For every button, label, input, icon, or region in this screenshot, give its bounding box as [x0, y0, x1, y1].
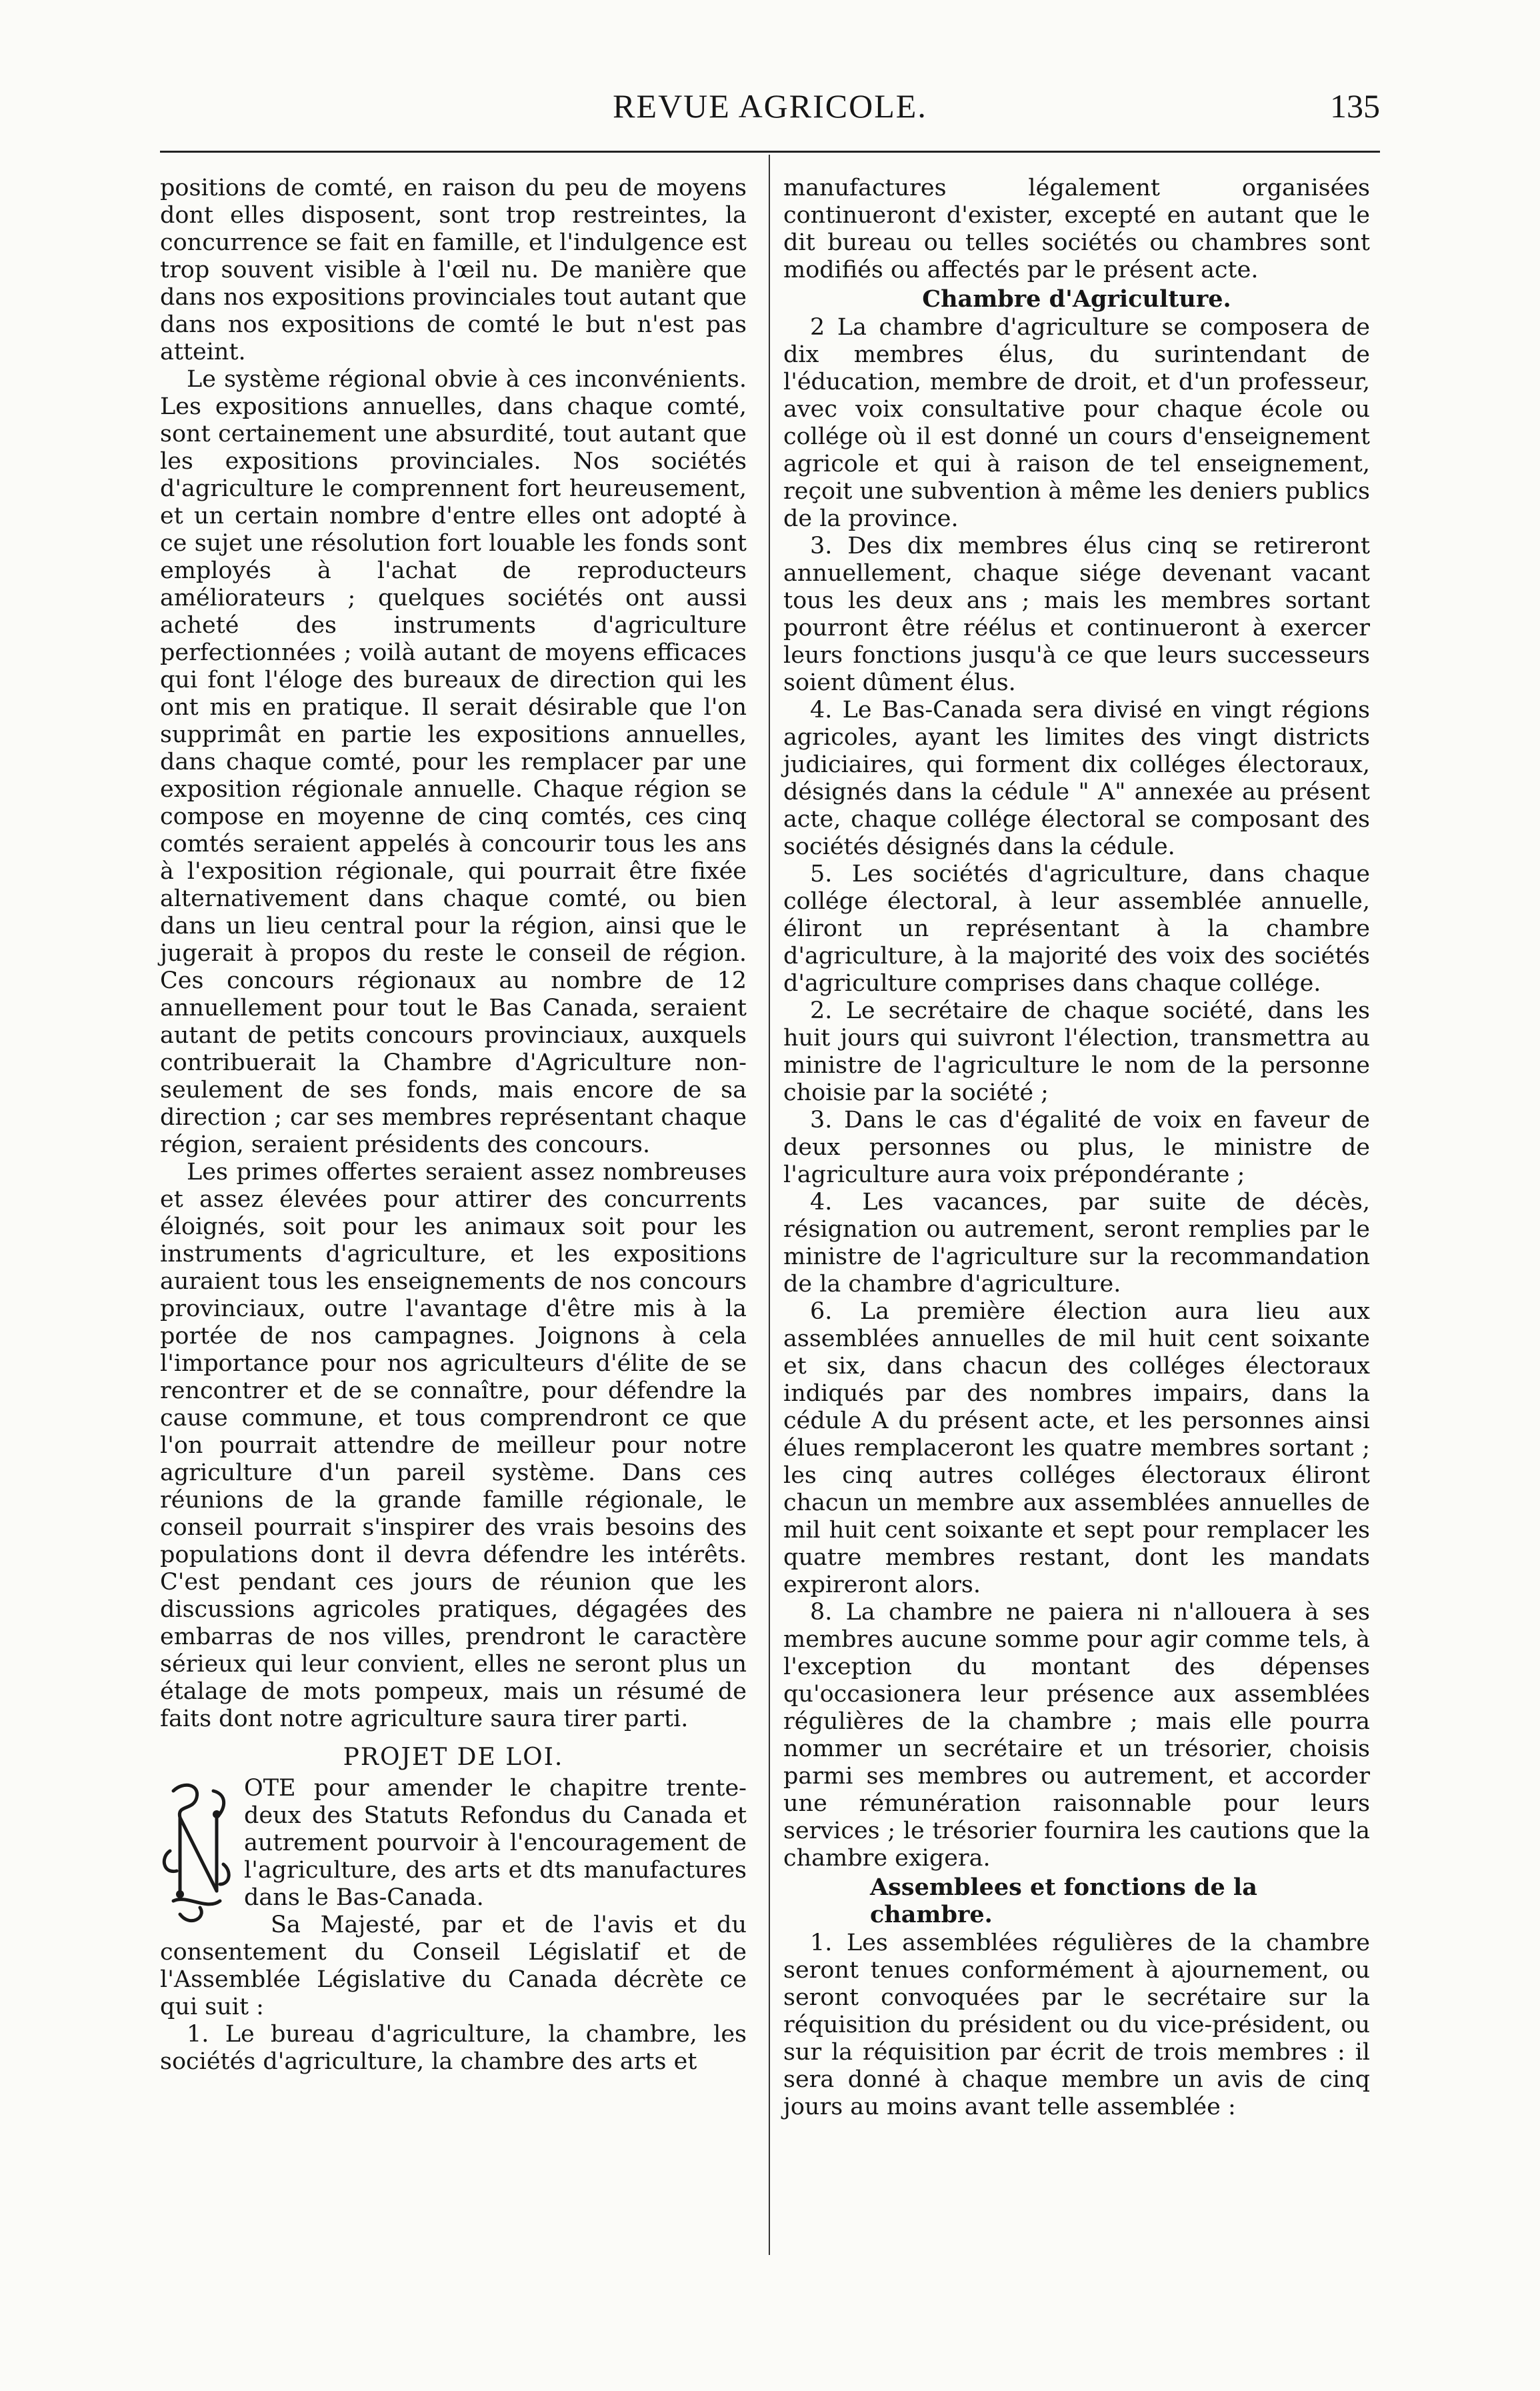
paragraph: 2. Le secrétaire de chaque société, dans les huit jours qui suivront l'élection, transmettra au ministre de l'agriculture le nom de la personne choisie par la société ;: [783, 997, 1370, 1106]
left-column: [160, 175, 747, 2076]
paragraph: 1. Le bureau d'agriculture, la chambre, les sociétés d'agriculture, la chambre des arts et: [160, 2021, 747, 2075]
paragraph: 2 La chambre d'agriculture se composera de dix membres élus, du surintendant de l'éducation, membre de droit, et d'un professeur, avec voix consultative pour chaque école ou collége où il est donné un cours d'enseignement agricole et qui à raison de tel enseignement, reçoit une subvention à même les deniers publics de la province.: [783, 314, 1370, 532]
paragraph: Les primes offertes seraient assez nombreuses et assez élevées pour attirer des concurrents éloignés, soit pour les animaux soit pour les instruments d'agriculture, et les expositions auraient tous les enseignements de nos concours provinciaux, outre l'avantage d'être mis à la portée de nos campagnes. Joignons à cela l'importance pour nos agriculteurs d'élite de se rencontrer et de se connaître, pour défendre la cause commune, et tous comprendront ce que l'on pourrait attendre de meilleur pour notre agriculture d'un pareil système. Dans ces réunions de la grande famille régionale, le conseil pourrait s'inspirer des vrais besoins des populations dont il devra défendre les intérêts. C'est pendant ces jours de réunion que les discussions agricoles pratiques, dégagées des embarras de nos villes, prendront le caractère sérieux qui leur convient, elles ne seront plus un étalage de mots pompeux, mais un résumé de faits dont notre agriculture saura tirer parti.: [160, 1159, 747, 1732]
column-divider: [769, 155, 770, 2255]
page-header: [160, 87, 1380, 133]
paragraph: Sa Majesté, par et de l'avis et du consentement du Conseil Législatif et de l'Assemblée Législative du Canada décrète ce qui suit :: [160, 1912, 747, 2020]
bill-title: PROJET DE LOI.: [343, 1744, 564, 1771]
paragraph: Le système régional obvie à ces inconvénients. Les expositions annuelles, dans chaque comté, sont certainement une absurdité, tout autant que les expositions provinciales. Nos sociétés d'agriculture le comprennent fort heureusement, et un certain nombre d'entre elles ont adopté à ce sujet une résolution fort louable les fonds sont employés à l'achat de reproducteurs améliorateurs ; quelques sociétés ont aussi acheté des instruments d'agriculture perfectionnées ; voilà autant de moyens efficaces qui font l'éloge des bureaux de direction qui les ont mis en pratique. Il serait désirable que l'on supprimât en partie les expositions annuelles, dans chaque comté, pour les remplacer par une exposition régionale annuelle. Chaque région se compose en moyenne de cinq comtés, ces cinq comtés seraient appelés à concourir tous les ans à l'exposition régionale, qui pourrait être fixée alternativement dans chaque comté, ou bien dans un lieu central pour la région, ainsi que le jugerait à propos du reste le conseil de région. Ces concours régionaux au nombre de 12 annuellement pour tout le Bas Canada, seraient autant de petits concours provinciaux, auxquels contribuerait la Chambre d'Agriculture non-seulement de ses fonds, mais encore de sa direction ; car ses membres représentant chaque région, seraient présidents des concours.: [160, 366, 747, 1158]
paragraph: 5. Les sociétés d'agriculture, dans chaque collége électoral, à leur assemblée annuelle, éliront un représentant à la chambre d'agriculture, à la majorité des voix des sociétés d'agriculture comprises dans chaque collége.: [783, 861, 1370, 997]
paragraph: 3. Des dix membres élus cinq se retireront annuellement, chaque siége devenant vacant tous les deux ans ; mais les membres sortant pourront être réélus et continueront à exercer leurs fonctions jusqu'à ce que leurs successeurs soient dûment élus.: [783, 533, 1370, 696]
paragraph: manufactures légalement organisées continueront d'exister, excepté en autant que le dit bureau ou telles sociétés ou chambres sont modifiés ou affectés par le présent acte.: [783, 175, 1370, 283]
paragraph: 6. La première élection aura lieu aux assemblées annuelles de mil huit cent soixante et six, dans chacun des colléges électoraux indiqués par des nombres impairs, dans la cédule A du présent acte, et les personnes ainsi élues remplaceront les quatre membres sortant ; les cinq autres colléges électoraux éliront chacun un membre aux assemblées annuelles de mil huit cent soixante et sept pour remplacer les quatre membres restant, dont les mandats expireront alors.: [783, 1298, 1370, 1598]
ornamental-dropcap-icon: [160, 1778, 233, 1931]
section-heading: Assemblees et fonctions de la chambre.: [870, 1874, 1257, 1928]
right-column: [783, 175, 1370, 2121]
header-rule: [160, 151, 1380, 153]
paragraph: 3. Dans le cas d'égalité de voix en faveur de deux personnes ou plus, le ministre de l'agriculture aura voix prépondérante ;: [783, 1107, 1370, 1188]
running-title: REVUE AGRICOLE.: [613, 87, 927, 125]
paragraph: positions de comté, en raison du peu de moyens dont elles disposent, sont trop restreintes, la concurrence se fait en famille, et l'indulgence est trop souvent visible à l'œil nu. De manière que dans nos expositions provinciales tout autant que dans nos expositions de comté le but n'est pas atteint.: [160, 175, 747, 365]
page-number: 135: [1330, 87, 1380, 125]
paragraph: 1. Les assemblées régulières de la chambre seront tenues conformément à ajournement, ou seront convoquées par le secrétaire sur la réquisition du président ou du vice-président, ou sur la réquisition par écrit de trois membres : il sera donné à chaque membre un avis de cinq jours au moins avant telle assemblée :: [783, 1930, 1370, 2120]
paragraph: 4. Les vacances, par suite de décès, résignation ou autrement, seront remplies par le ministre de l'agriculture sur la recommandation de la chambre d'agriculture.: [783, 1189, 1370, 1298]
paragraph: 8. La chambre ne paiera ni n'allouera à ses membres aucune somme pour agir comme tels, à l'exception du montant des dépenses qu'occasionera leur présence aux assemblées régulières de la chambre ; mais elle pourra nommer un secrétaire et un trésorier, choisis parmi ses membres ou autrement, et accorder une rémunération raisonnable pour leurs services ; le trésorier fournira les cautions que la chambre exigera.: [783, 1599, 1370, 1872]
bill-preamble: [160, 1775, 747, 1912]
paragraph: 4. Le Bas-Canada sera divisé en vingt régions agricoles, ayant les limites des vingt districts judiciaires, qui forment dix colléges électoraux, désignés dans la cédule " A" annexée au présent acte, chaque collége électoral se composant des sociétés désignés dans la cédule.: [783, 697, 1370, 860]
paragraph: OTE pour amender le chapitre trente-deux des Statuts Refondus du Canada et autrement pourvoir à l'encouragement de l'agriculture, des arts et dts manufactures dans le Bas-Canada.: [244, 1775, 747, 1911]
section-heading: Chambre d'Agriculture.: [922, 285, 1231, 313]
